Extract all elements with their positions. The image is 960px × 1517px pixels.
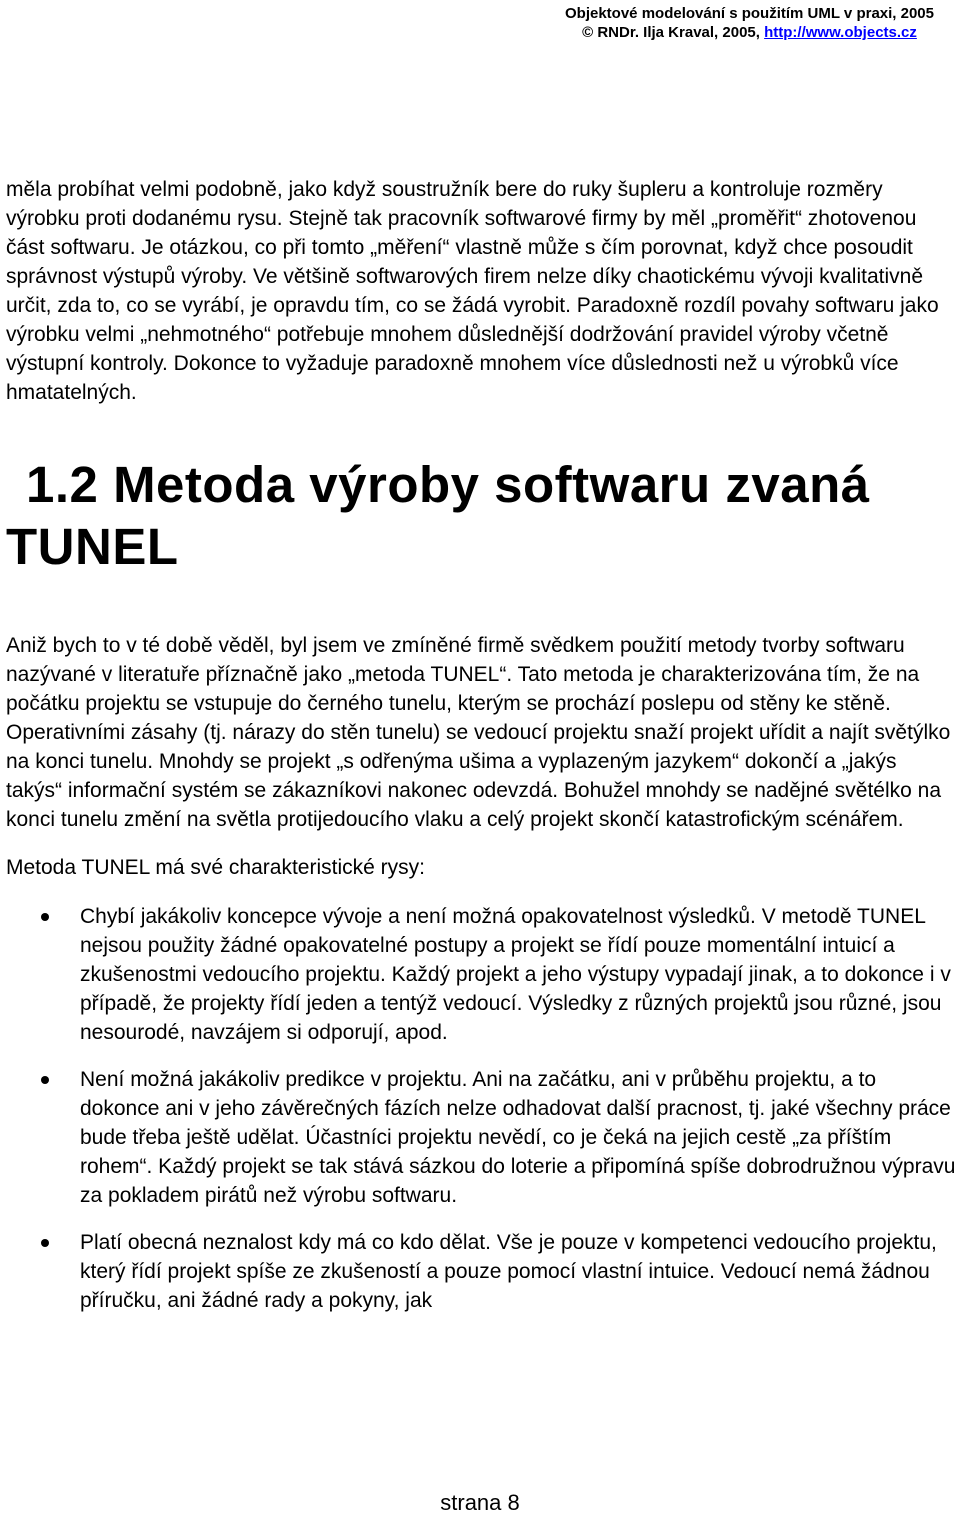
list-item — [6, 902, 956, 1047]
section-number: 1.2 — [26, 456, 99, 513]
page-header — [565, 4, 934, 42]
list-item — [6, 1065, 956, 1210]
list-intro: Metoda TUNEL má své charakteristické rysy: — [6, 856, 425, 879]
section-title: Metoda výroby softwaru zvaná TUNEL — [6, 456, 870, 575]
list-item-text: Chybí jakákoliv koncepce vývoje a není možná opakovatelnost výsledků. V metodě TUNEL nejsou použity žádné opakovatelné postupy a projekt se řídí pouze momentální intuicí a zkušenostmi vedoucího projektu. Každý projekt a jeho výstupy vypadají jinak, a to dokonce i v případě, že projekty řídí jeden a tentýž vedoucí. Výsledky z různých projektů jsou různé, jsou nesourodé, navzájem si odporují, apod. — [80, 905, 951, 1044]
bullet-icon — [41, 913, 49, 921]
intro-paragraph: měla probíhat velmi podobně, jako když soustružník bere do ruky šupleru a kontroluje rozměry výrobku proti dodanému rysu. Stejně tak pracovník softwarové firmy by měl „proměřit“ zhotovenou část softwaru. Je otázkou, co při tomto „měření“ vlastně může s čím porovnat, když chce posoudit správnost výstupů výroby. Ve většině softwarových firem nelze díky chaotickému vývoji kvalitativně určit, zda to, co se vyrábí, je opravdu tím, co se žádá vyrobit. Paradoxně rozdíl povahy softwaru jako výrobku velmi „nehmotného“ potřebuje mnohem důslednější dodržování pravidel výroby včetně výstupní kontroly. Dokonce to vyžaduje paradoxně mnohem více důslednosti než u výrobků více hmatatelných. — [6, 178, 939, 404]
characteristics-list — [6, 902, 956, 1315]
header-author: © RNDr. Ilja Kraval, 2005, — [582, 24, 765, 41]
section-heading — [6, 454, 956, 578]
header-title: Objektové modelování s použitím UML v praxi, 2005 — [565, 5, 934, 22]
list-item — [6, 1228, 956, 1315]
document-body — [6, 175, 956, 1333]
header-credits — [565, 23, 934, 42]
header-url-link[interactable]: http://www.objects.cz — [764, 24, 917, 41]
bullet-icon — [41, 1239, 49, 1247]
body-paragraph: Aniž bych to v té době věděl, byl jsem ve zmíněné firmě svědkem použití metody tvorby softwaru nazývané v literatuře příznačně jako „metoda TUNEL“. Tato metoda je charakterizována tím, že na počátku projektu se vstupuje do černého tunelu, kterým se prochází poslepu od stěny ke stěně. Operativními zásahy (tj. nárazy do stěn tunelu) se vedoucí projektu snaží projekt uřídit a najít světýlko na konci tunelu. Mnohdy se projekt „s odřenýma ušima a vyplazeným jazykem“ dokončí a „jakýs takýs“ informační systém se zákazníkovi nakonec odevzdá. Bohužel mnohdy se nadějné světélko na konci tunelu změní na světla protijedoucího vlaku a celý projekt skončí katastrofickým scénářem. — [6, 634, 951, 831]
page-number: strana 8 — [440, 1490, 520, 1515]
list-item-text: Platí obecná neznalost kdy má co kdo dělat. Vše je pouze v kompetenci vedoucího projektu, který řídí projekt spíše ze zkušeností a pouze pomocí vlastní intuice. Vedoucí nemá žádnou příručku, ani žádné rady a pokyny, jak — [80, 1231, 937, 1312]
bullet-icon — [41, 1076, 49, 1084]
list-item-text: Není možná jakákoliv predikce v projektu. Ani na začátku, ani v průběhu projektu, a to dokonce ani v jeho závěrečných fázích nelze odhadovat další pracnost, tj. jaké všechny práce bude třeba ještě udělat. Účastníci projektu nevědí, co je čeká na jejich cestě „za příštím rohem“. Každý projekt se tak stává sázkou do loterie a připomíná spíše dobrodružnou výpravu za pokladem pirátů než výrobu softwaru. — [80, 1068, 956, 1207]
